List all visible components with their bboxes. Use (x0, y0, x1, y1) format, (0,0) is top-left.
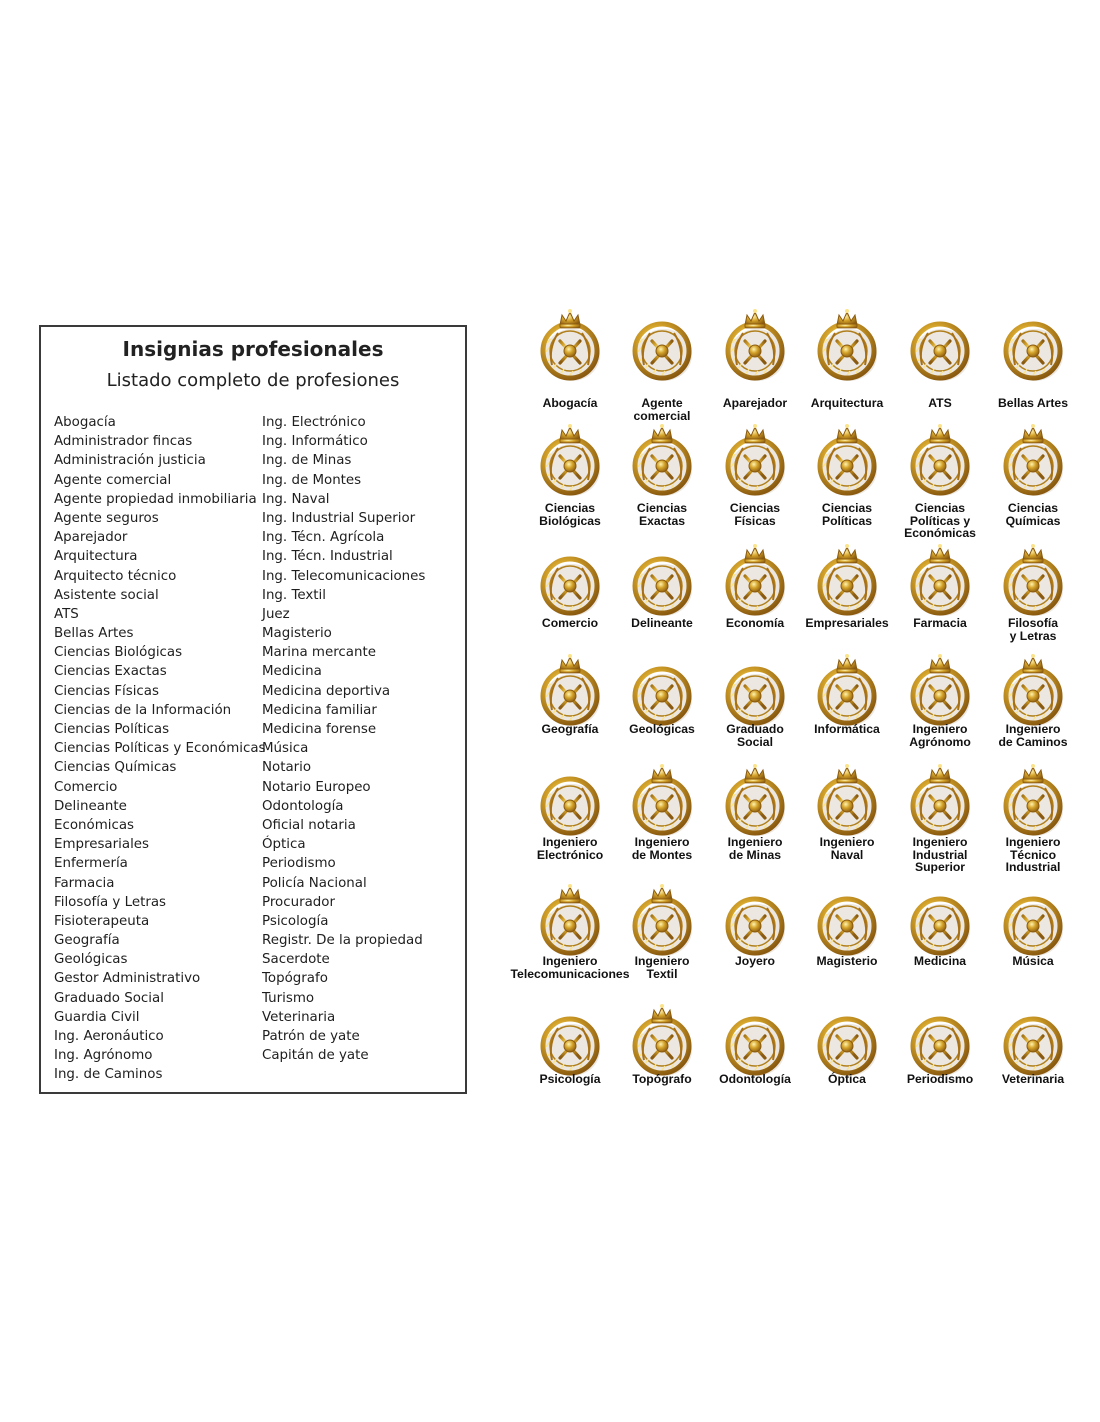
profession-item: Ciencias Físicas (54, 683, 159, 699)
scales-icon (538, 305, 602, 383)
profession-item: Juez (262, 606, 290, 622)
lyre-icon (1001, 880, 1065, 958)
list-title: Insignias profesionales (122, 337, 384, 361)
profession-item: Ciencias Políticas (54, 722, 170, 737)
profession-item: Ing. de Caminos (54, 1067, 163, 1083)
profession-item: Ciencias Políticas y Económicas (54, 741, 266, 757)
wheel-icon (1001, 305, 1065, 383)
profession-item: Ing. Telecomunicaciones (262, 568, 426, 584)
profession-item: Ing. Informático (262, 434, 368, 450)
insignia-badge (622, 540, 702, 650)
profession-item: Ciencias Químicas (54, 760, 177, 776)
profession-item: Psicología (262, 913, 329, 929)
bridge-icon (1001, 650, 1065, 728)
profession-item: Ing. Técn. Agrícola (262, 530, 385, 546)
insignia-badge (993, 540, 1073, 650)
profession-item: Empresariales (54, 837, 150, 853)
insignia-badge (530, 540, 610, 650)
tooth-icon (723, 1000, 787, 1078)
profession-item: Agente comercial (54, 472, 172, 488)
badge-label: Psicología (539, 1072, 601, 1086)
profession-column-right (262, 413, 425, 1065)
badge-label: Periodismo (906, 1072, 974, 1086)
profession-item: Agente seguros (54, 510, 159, 526)
profession-item: Enfermería (54, 856, 128, 872)
badge-label: Arquitectura (810, 396, 884, 410)
insignia-badge (622, 880, 702, 990)
profession-item: Ing. Industrial Superior (262, 510, 416, 526)
insignia-badge (715, 540, 795, 650)
antenna-icon (538, 880, 602, 958)
scales-icon (723, 650, 787, 728)
mortar-icon (908, 540, 972, 618)
profession-item: Periodismo (262, 856, 336, 872)
profession-item: Notario Europeo (262, 779, 371, 795)
profession-item: Geológicas (54, 952, 128, 968)
profession-item: Música (262, 741, 309, 757)
compass-icon (630, 540, 694, 618)
lens-icon (815, 1000, 879, 1078)
atom-icon (723, 420, 787, 498)
crossed-hammers-icon (723, 760, 787, 838)
profession-item: Ing. Electrónico (262, 415, 366, 430)
profession-item: Ciencias Exactas (54, 664, 167, 680)
profession-item: Graduado Social (54, 990, 164, 1006)
profession-item: Asistente social (54, 587, 159, 603)
badge-label: Ingeniero Agrónomo (909, 722, 971, 749)
tripod-icon (630, 1000, 694, 1078)
profession-item: Topógrafo (262, 971, 328, 987)
insignia-badge (993, 305, 1073, 415)
badge-label: Informática (814, 722, 880, 736)
quill-icon (908, 1000, 972, 1078)
profession-item: Veterinaria (262, 1009, 336, 1025)
anchor-icon (815, 760, 879, 838)
crossed-axes-icon (630, 760, 694, 838)
profession-item: Turismo (262, 990, 315, 1006)
badge-label: Odontología (719, 1072, 791, 1086)
insignia-badge (807, 880, 887, 990)
tools-icon (630, 420, 694, 498)
badge-label: Bellas Artes (997, 396, 1068, 410)
profession-item: Ing. de Montes (262, 472, 362, 488)
profession-item: Ing. Técn. Industrial (262, 549, 393, 565)
insignia-badge (993, 760, 1073, 874)
insignia-badge (715, 650, 795, 760)
profession-item: Abogacía (54, 415, 116, 430)
badge-label: Ingeniero Telecomunicaciones (510, 954, 630, 981)
profession-item: Magisterio (262, 626, 332, 642)
badge-label: Empresariales (805, 616, 889, 630)
profession-item: Medicina (262, 664, 322, 680)
insignia-badge (993, 420, 1073, 530)
badge-label: ATS (928, 396, 952, 410)
profession-item: Ciencias de la Información (54, 702, 232, 718)
profession-item: Marina mercante (262, 645, 376, 661)
badge-label: Veterinaria (1001, 1072, 1065, 1086)
profession-column-left (54, 413, 266, 1085)
badge-label: Música (1012, 954, 1054, 968)
profession-item: ATS (54, 606, 79, 622)
insignia-badge (807, 540, 887, 650)
profession-item: Aparejador (54, 530, 128, 546)
badge-label: Filosofía y Letras (1007, 616, 1059, 643)
profession-item: Óptica (262, 837, 306, 853)
gear-icon (908, 760, 972, 838)
profession-item: Oficial notaria (262, 817, 356, 833)
caduceus-icon (538, 540, 602, 618)
gear-icon (1001, 760, 1065, 838)
insignia-badge (530, 1000, 610, 1110)
badge-label: Graduado Social (726, 722, 784, 749)
flask-icon (1001, 420, 1065, 498)
badge-label: Geológicas (629, 722, 695, 736)
badge-label: Ingeniero de Caminos (998, 722, 1068, 749)
badge-label: Ingeniero Textil (634, 954, 690, 981)
bag-icon (723, 540, 787, 618)
profession-item: Filosofía y Letras (54, 894, 167, 910)
profession-item: Medicina familiar (262, 702, 377, 718)
profession-item: Policía Nacional (262, 875, 367, 891)
badge-label: Joyero (735, 954, 775, 968)
medical-cross-icon (908, 305, 972, 383)
profession-item: Patrón de yate (262, 1029, 360, 1044)
chip-icon (815, 650, 879, 728)
badge-label: Magisterio (816, 954, 878, 968)
plant-icon (908, 420, 972, 498)
insignia-badge (900, 1000, 980, 1110)
badge-label: Geografía (541, 722, 599, 736)
star-icon (815, 420, 879, 498)
insignia-badge (993, 650, 1073, 760)
horse-icon (1001, 1000, 1065, 1078)
insignia-badge (993, 880, 1073, 990)
badge-label: Ingeniero de Minas (727, 835, 783, 862)
profession-item: Odontología (262, 798, 344, 814)
insignia-badge (622, 1000, 702, 1110)
profession-item: Registr. De la propiedad (262, 933, 423, 949)
profession-item: Arquitecto técnico (54, 568, 177, 584)
profession-item: Delineante (54, 798, 127, 814)
insignia-badge (900, 880, 980, 990)
badge-label: Agente comercial (633, 396, 691, 423)
spool-icon (630, 880, 694, 958)
caduceus-icon (630, 305, 694, 383)
insignia-badge (993, 1000, 1073, 1110)
book-icon (1001, 540, 1065, 618)
profession-item: Geografía (54, 933, 120, 949)
profession-item: Guardia Civil (54, 1009, 140, 1025)
profession-item: Fisioterapeuta (54, 913, 150, 929)
psi-icon (538, 1000, 602, 1078)
profession-item: Farmacia (54, 875, 115, 891)
profession-item: Procurador (262, 894, 336, 910)
compass-icon (723, 305, 787, 383)
badge-label: Ingeniero Electrónico (536, 835, 604, 862)
badge-label: Ciencias Políticas y Económicas (904, 501, 976, 540)
badge-label: Topógrafo (632, 1072, 692, 1086)
gear-icon (815, 540, 879, 618)
badge-label: Ciencias Físicas (729, 501, 781, 528)
profession-item: Gestor Administrativo (54, 971, 201, 987)
insignia-badge (715, 880, 795, 990)
hammer-icon (630, 650, 694, 728)
badge-label: Ciencias Exactas (636, 501, 688, 528)
profession-item: Medicina deportiva (262, 683, 391, 699)
gem-icon (723, 880, 787, 958)
insignia-badge (530, 650, 610, 760)
badge-label: Aparejador (722, 396, 788, 410)
staff-icon (908, 880, 972, 958)
profession-item: Ciencias Biológicas (54, 645, 183, 661)
profession-item: Ing. Aeronáutico (54, 1029, 164, 1044)
badge-label: Comercio (541, 616, 599, 630)
profession-item: Notario (262, 760, 312, 776)
badge-label: Delineante (631, 616, 693, 630)
book-icon (815, 880, 879, 958)
lightning-icon (538, 760, 602, 838)
badge-label: Ciencias Políticas (821, 501, 873, 528)
badge-label: Óptica (828, 1072, 866, 1086)
badge-label: Economía (725, 616, 785, 630)
square-compass-icon (815, 305, 879, 383)
profession-item: Administrador fincas (54, 434, 193, 450)
profession-item: Comercio (54, 779, 118, 795)
insignia-badge (715, 1000, 795, 1110)
insignia-badge (807, 1000, 887, 1110)
badge-label: Ingeniero Naval (819, 835, 875, 862)
profession-item: Ing. de Minas (262, 453, 352, 469)
profession-item: Capitán de yate (262, 1048, 369, 1064)
badge-label: Ingeniero Industrial Superior (912, 835, 968, 874)
profession-item: Medicina forense (262, 722, 377, 737)
badge-label: Ingeniero de Montes (631, 835, 693, 862)
profession-item: Bellas Artes (54, 626, 134, 642)
globe-icon (538, 650, 602, 728)
badge-label: Abogacía (542, 396, 598, 410)
profession-item: Económicas (54, 817, 135, 833)
wheat-icon (908, 650, 972, 728)
badge-label: Ciencias Biológicas (539, 501, 601, 528)
profession-item: Ing. Agrónomo (54, 1048, 153, 1064)
badge-grid (505, 305, 1095, 1105)
profession-item: Arquitectura (54, 549, 138, 565)
profession-list-panel (39, 325, 467, 1094)
profession-item: Ing. Textil (262, 587, 326, 603)
profession-item: Administración justicia (54, 453, 206, 469)
list-subtitle: Listado completo de profesiones (106, 370, 400, 391)
globe-icon (538, 420, 602, 498)
profession-item: Ing. Naval (262, 491, 330, 507)
badge-label: Medicina (913, 954, 967, 968)
badge-label: Farmacia (913, 616, 967, 630)
profession-item: Sacerdote (262, 952, 330, 968)
badge-label: Ingeniero Técnico Industrial (1005, 835, 1061, 874)
badge-label: Ciencias Químicas (1005, 501, 1061, 528)
profession-item: Agente propiedad inmobiliaria (54, 491, 257, 507)
